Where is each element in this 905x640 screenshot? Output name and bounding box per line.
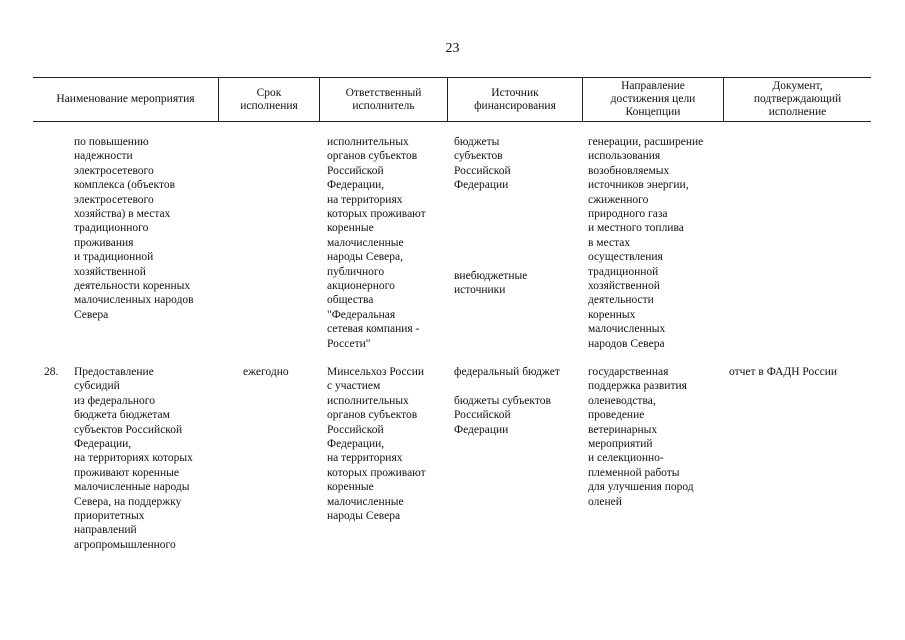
row-28-name: Предоставление субсидий из федерального бюджета бюджетам субъектов Российской Федерации, на территориях которых проживают коренные малочисленные народы Севера, на поддержку приоритетных направлений агропромышленного bbox=[74, 366, 193, 551]
header-term-text: Срок исполнения bbox=[240, 86, 298, 112]
header-responsible bbox=[320, 79, 447, 120]
header-name-text: Наименование мероприятия bbox=[56, 93, 195, 105]
header-term bbox=[219, 79, 319, 120]
header-direction bbox=[583, 79, 723, 120]
continuation-funding-budget: бюджеты субъектов Российской Федерации bbox=[454, 136, 511, 192]
row-28-funding-federal: федеральный бюджет bbox=[454, 366, 560, 378]
header-responsible-text: Ответственный исполнитель bbox=[345, 86, 422, 112]
row-28-direction: государственная поддержка развития оленеводства, проведение ветеринарных мероприятий и селекционно- племенной работы для улучшения пород оленей bbox=[588, 366, 694, 508]
table-header-bottom-rule bbox=[33, 121, 871, 122]
header-funding-text: Источник финансирования bbox=[474, 86, 556, 112]
row-28-document: отчет в ФАДН России bbox=[729, 366, 838, 378]
table-header-top-rule bbox=[33, 77, 871, 78]
row-28-number: 28. bbox=[44, 366, 59, 378]
header-document-text: Документ, подтверждающий исполнение bbox=[753, 80, 842, 118]
row-28-funding-regional: бюджеты субъектов Российской Федерации bbox=[454, 395, 551, 436]
row-28-term: ежегодно bbox=[243, 366, 289, 378]
header-direction-text: Направление достижения цели Концепции bbox=[610, 80, 696, 118]
continuation-responsible: исполнительных органов субъектов Российской Федерации, на территориях которых проживают коренные малочисленные народы Севера, публичного акционерного общества "Федеральная сетевая компания - Россети" bbox=[327, 136, 426, 350]
header-funding bbox=[448, 79, 582, 120]
header-document bbox=[724, 79, 871, 120]
continuation-name: по повышению надежности электросетевого комплекса (объектов электросетевого хозяйства) в местах традиционного проживания и традиционной хозяйственной деятельности коренных малочисленных народов Севера bbox=[74, 136, 194, 321]
page-number: 23 bbox=[445, 41, 460, 56]
row-28-responsible: Минсельхоз России с участием исполнительных органов субъектов Российской Федерации, на территориях которых проживают коренные малочисленные народы Севера bbox=[327, 366, 426, 523]
header-name bbox=[33, 79, 218, 120]
continuation-funding-extrabudget: внебюджетные источники bbox=[454, 270, 528, 297]
continuation-direction: генерации, расширение использования возобновляемых источников энергии, сжиженного природного газа и местного топлива в местах осуществления традиционной хозяйственной деятельности коренных малочисленных народов Севера bbox=[588, 136, 704, 350]
